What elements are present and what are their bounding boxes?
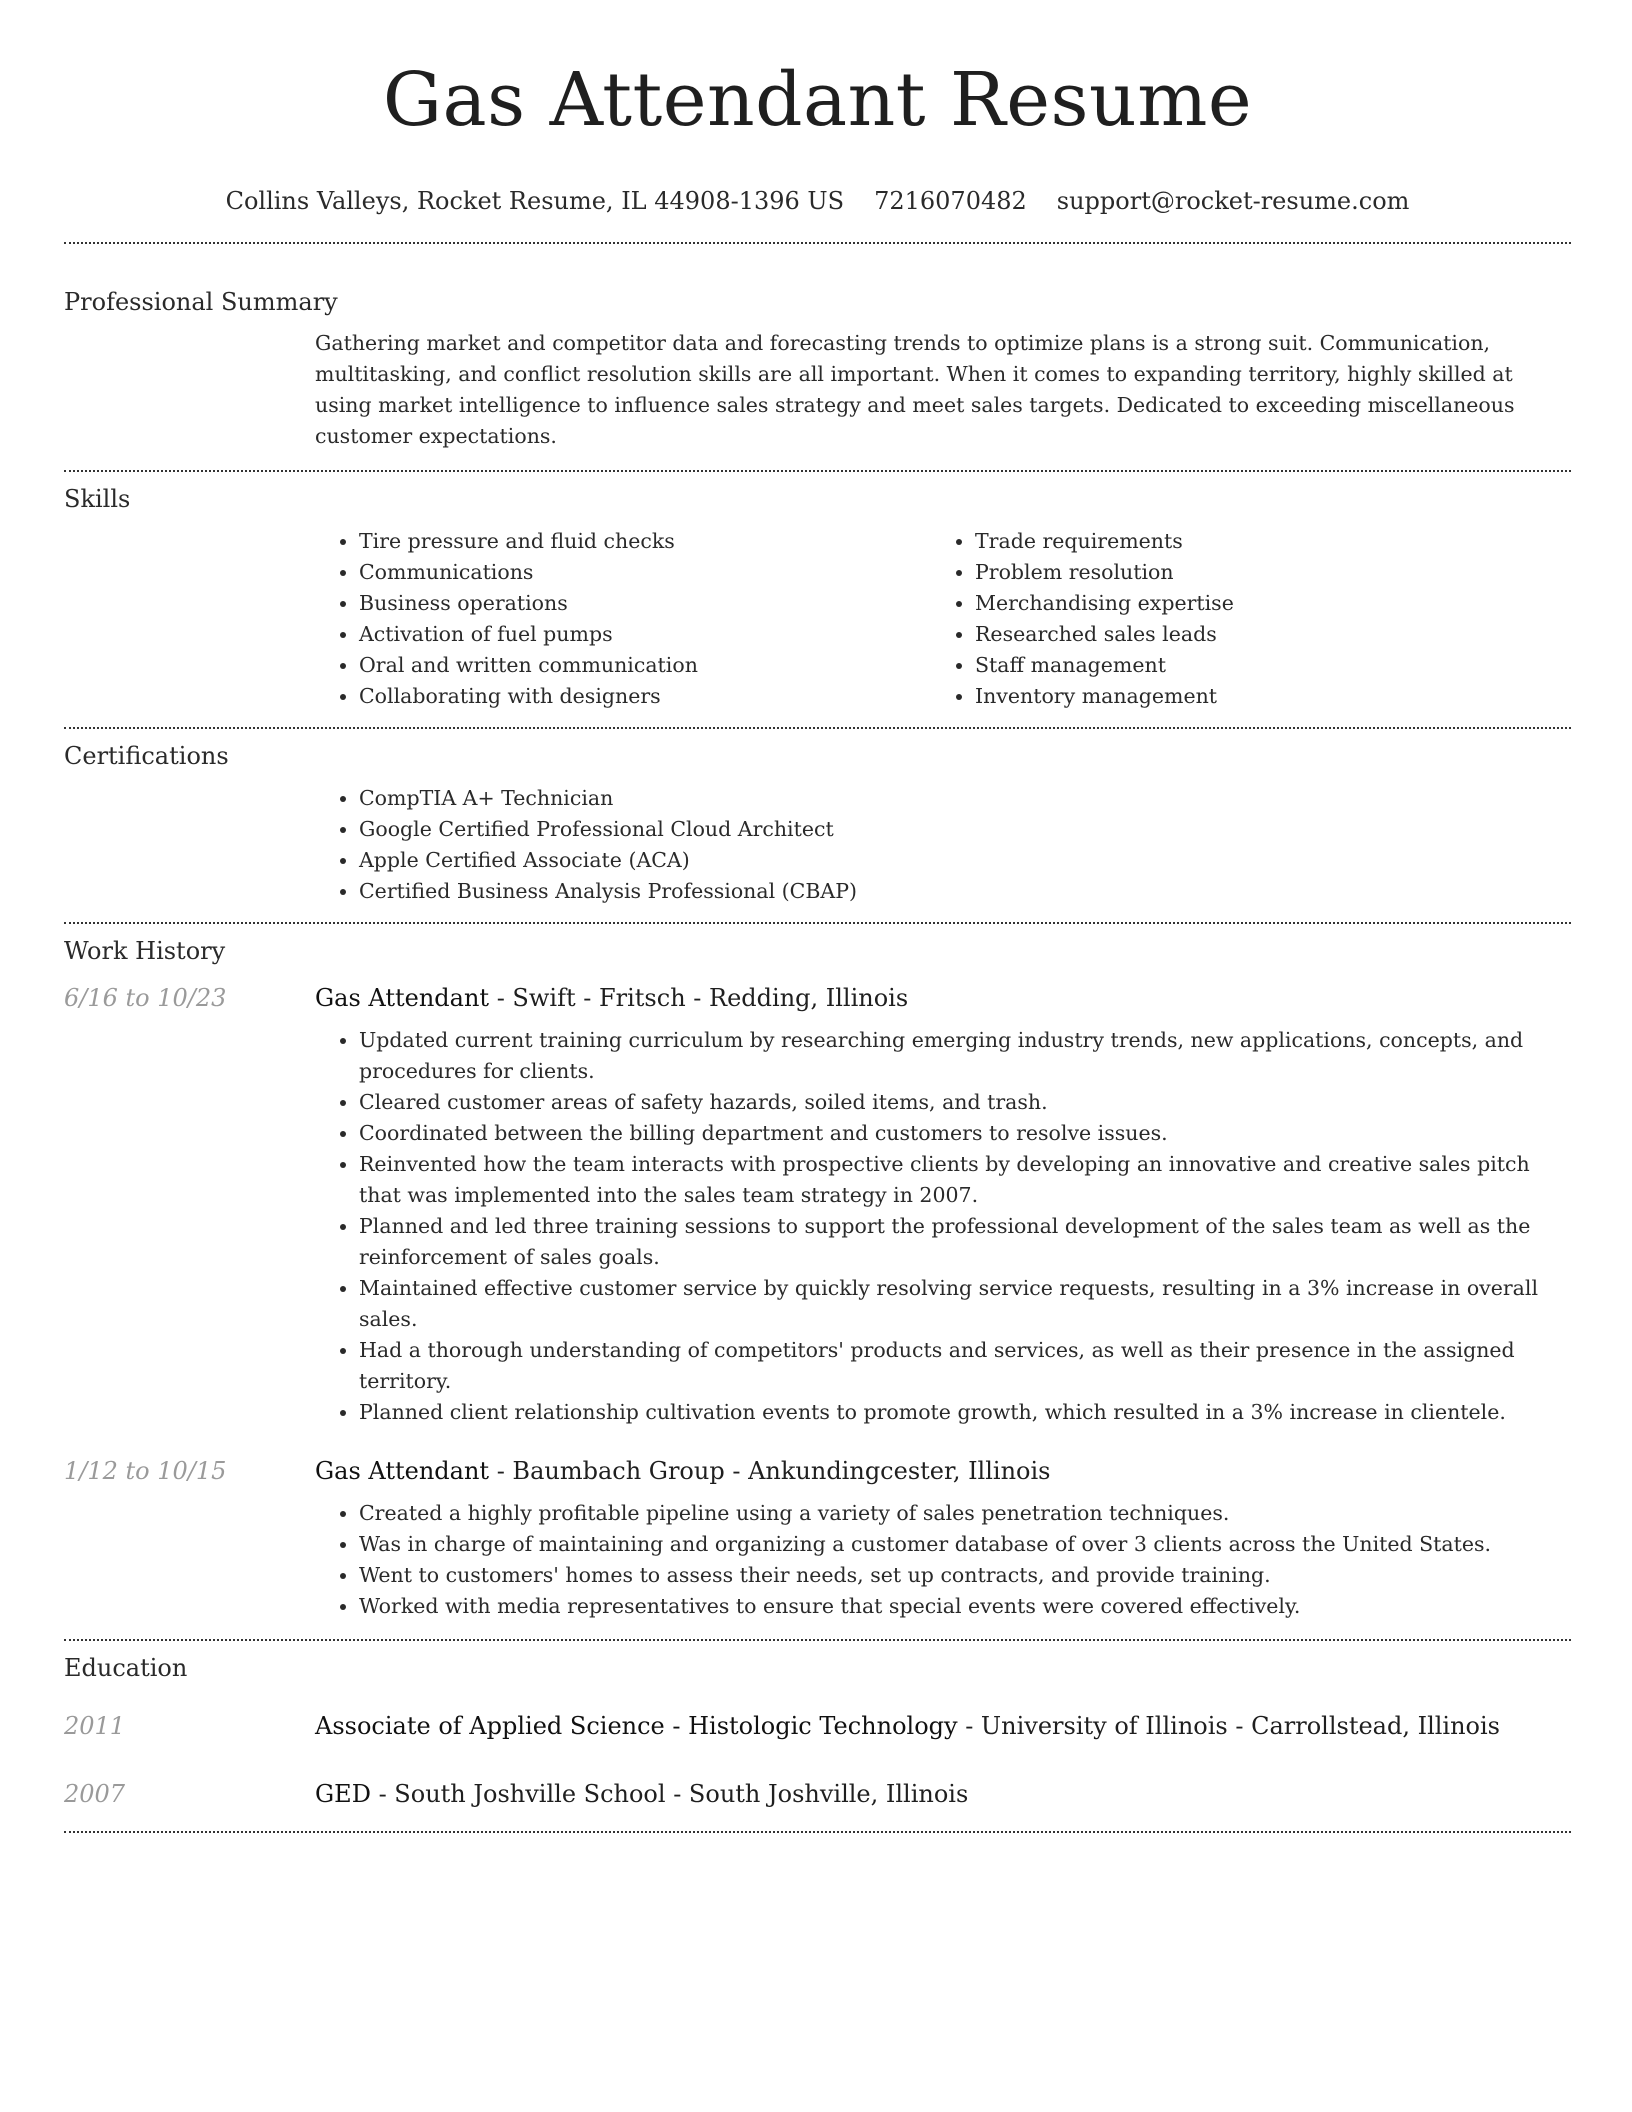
job-bullets: [315, 1498, 1571, 1622]
job-bullet: • Created a highly profitable pipeline using a variety of sales penetration techniques.: [359, 1498, 1571, 1529]
education-entry: [64, 1711, 1571, 1741]
section-heading-certifications: Certifications: [64, 742, 229, 770]
divider: [64, 1639, 1571, 1641]
job-header: [64, 1456, 1571, 1486]
skill-item: • Trade requirements: [975, 526, 1547, 557]
job-bullet: • Maintained effective customer service by quickly resolving service requests, resulting in a 3% increase in overall sales.: [359, 1273, 1571, 1335]
education-school: - South Joshville School - South Joshville, Illinois: [370, 1780, 969, 1808]
divider: [64, 470, 1571, 472]
job-entry: [64, 1456, 1571, 1622]
section-heading-summary: Professional Summary: [64, 288, 338, 316]
job-company: - Swift - Fritsch - Redding, Illinois: [489, 984, 909, 1012]
job-bullet: • Planned and led three training sessions to support the professional development of the sales team as well as the reinforcement of sales goals.: [359, 1211, 1571, 1273]
contact-email: support@rocket-resume.com: [1056, 187, 1410, 215]
certification-item: • Certified Business Analysis Professional (CBAP): [359, 876, 1571, 907]
job-company: - Baumbach Group - Ankundingcester, Illinois: [489, 1457, 1051, 1485]
skill-item: • Collaborating with designers: [359, 681, 931, 712]
section-heading-work-history: Work History: [64, 937, 226, 965]
skill-item: • Oral and written communication: [359, 650, 931, 681]
education-detail: [315, 1779, 968, 1809]
skill-item: • Merchandising expertise: [975, 588, 1547, 619]
certifications-list: [315, 783, 1571, 907]
job-dates: 1/12 to 10/15: [64, 1457, 227, 1485]
contact-line: [64, 186, 1571, 216]
divider: [64, 242, 1571, 244]
job-position: Gas Attendant: [315, 1457, 490, 1485]
education-degree: Associate of Applied Science - Histologic Technology: [315, 1712, 958, 1740]
job-title: [315, 1456, 1050, 1486]
skills-column-left: [315, 526, 931, 712]
job-dates: 6/16 to 10/23: [64, 984, 227, 1012]
job-bullet: • Worked with media representatives to ensure that special events were covered effectively.: [359, 1591, 1571, 1622]
job-bullet: • Cleared customer areas of safety hazards, soiled items, and trash.: [359, 1087, 1571, 1118]
job-header: [64, 983, 1571, 1013]
skill-item: • Tire pressure and fluid checks: [359, 526, 931, 557]
job-position: Gas Attendant: [315, 984, 490, 1012]
resume-page: [64, 0, 1571, 1833]
section-heading-education: Education: [64, 1654, 188, 1682]
job-bullet: • Coordinated between the billing department and customers to resolve issues.: [359, 1118, 1571, 1149]
job-bullet: • Reinvented how the team interacts with prospective clients by developing an innovative and creative sales pitch that was implemented into the sales team strategy in 2007.: [359, 1149, 1571, 1211]
education-school: - University of Illinois - Carrollstead, Illinois: [957, 1712, 1500, 1740]
skill-item: • Staff management: [975, 650, 1547, 681]
skill-item: • Business operations: [359, 588, 931, 619]
job-bullet: • Went to customers' homes to assess their needs, set up contracts, and provide training.: [359, 1560, 1571, 1591]
education-entry: [64, 1779, 1571, 1809]
summary-text: Gathering market and competitor data and forecasting trends to optimize plans is a strong suit. Communication, multitasking, and conflict resolution skills are all important. When it comes to expanding territory, highly skilled at using market intelligence to influence sales strategy and meet sales targets. Dedicated to exceeding miscellaneous customer expectations.: [315, 331, 1515, 448]
job-title: [315, 983, 908, 1013]
skills-column-right: [931, 526, 1547, 712]
job-bullet: • Planned client relationship cultivation events to promote growth, which resulted in a 3% increase in clientele.: [359, 1397, 1571, 1428]
education-year: 2011: [64, 1712, 126, 1740]
job-bullets: [315, 1025, 1571, 1428]
education-year: 2007: [64, 1780, 126, 1808]
skill-item: • Inventory management: [975, 681, 1547, 712]
contact-phone: 7216070482: [874, 187, 1027, 215]
job-bullet: • Was in charge of maintaining and organizing a customer database of over 3 clients across the United States.: [359, 1529, 1571, 1560]
education-degree: GED: [315, 1780, 371, 1808]
skill-item: • Communications: [359, 557, 931, 588]
divider: [64, 922, 1571, 924]
contact-address: Collins Valleys, Rocket Resume, IL 44908-1396 US: [225, 187, 845, 215]
divider: [64, 727, 1571, 729]
skill-item: • Problem resolution: [975, 557, 1547, 588]
job-bullet: • Had a thorough understanding of competitors' products and services, as well as their presence in the assigned territory.: [359, 1335, 1571, 1397]
skill-item: • Researched sales leads: [975, 619, 1547, 650]
job-entry: [64, 983, 1571, 1428]
skills-list: [315, 526, 1571, 712]
education-detail: [315, 1711, 1500, 1741]
section-heading-skills: Skills: [64, 485, 131, 513]
certification-item: • Google Certified Professional Cloud Architect: [359, 814, 1571, 845]
job-bullet: • Updated current training curriculum by researching emerging industry trends, new applications, concepts, and procedures for clients.: [359, 1025, 1571, 1087]
resume-title: Gas Attendant Resume: [382, 57, 1253, 143]
certification-item: • Apple Certified Associate (ACA): [359, 845, 1571, 876]
certification-item: • CompTIA A+ Technician: [359, 783, 1571, 814]
divider: [64, 1831, 1571, 1833]
skill-item: • Activation of fuel pumps: [359, 619, 931, 650]
